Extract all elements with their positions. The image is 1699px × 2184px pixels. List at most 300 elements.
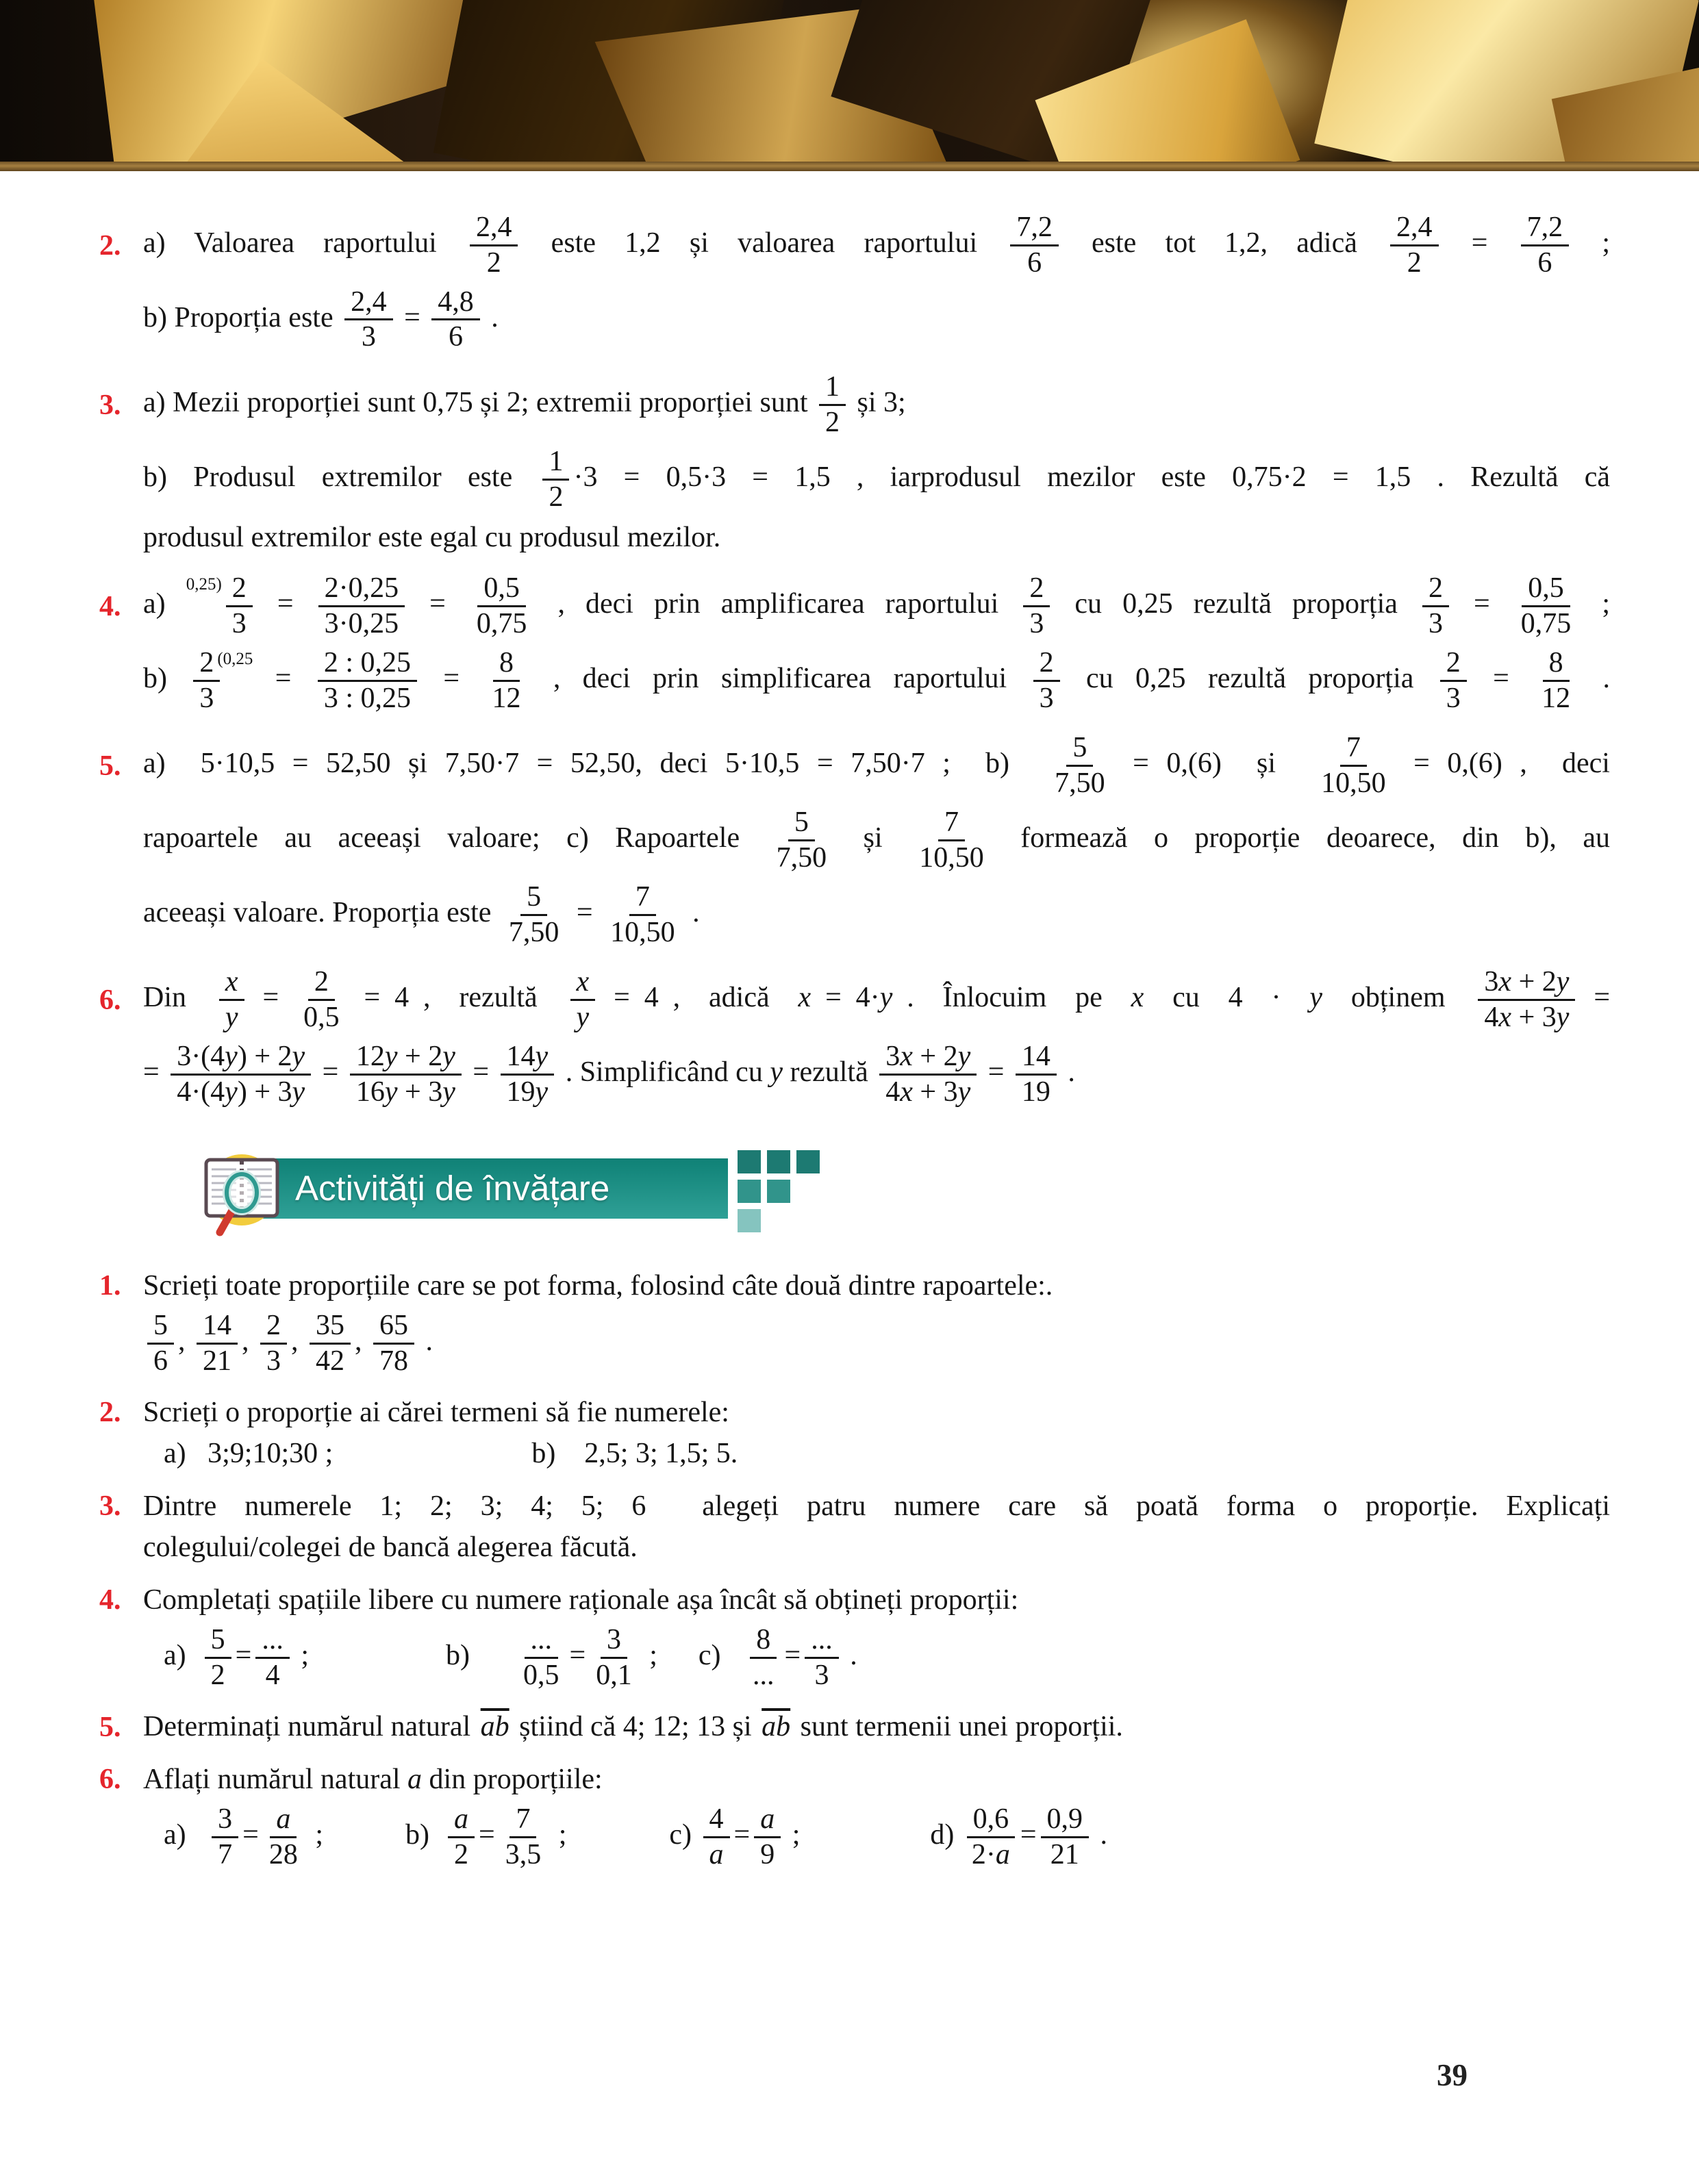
banner-title: Activități de învățare xyxy=(295,1169,610,1208)
numerator: 0,9 xyxy=(1041,1804,1090,1838)
text-run: = xyxy=(1579,982,1611,1014)
numerator: 3 xyxy=(212,1804,238,1838)
fraction xyxy=(212,1804,238,1870)
numerator: 5 xyxy=(520,882,547,916)
fraction xyxy=(754,1804,781,1870)
learning-activities-banner xyxy=(202,1147,1610,1238)
text-run: a) xyxy=(164,1819,208,1851)
numerator: 8 xyxy=(750,1625,777,1659)
fraction xyxy=(1390,212,1439,279)
fraction xyxy=(1010,212,1059,279)
numerator: 2 xyxy=(1422,573,1449,607)
fraction xyxy=(805,1625,839,1691)
gap xyxy=(800,1843,930,1844)
denominator: 7,50 xyxy=(1055,767,1105,800)
fraction xyxy=(310,1310,351,1377)
text-run: b) Proporția este xyxy=(143,301,341,333)
numerator: 2 xyxy=(226,573,253,607)
denominator: 3 : 0,25 xyxy=(323,682,412,714)
numerator: 5 xyxy=(788,807,815,841)
denominator: 3 xyxy=(1039,682,1054,714)
exercise-item-number: 3. xyxy=(99,1490,121,1523)
fraction xyxy=(373,1310,414,1377)
fraction xyxy=(147,1310,174,1377)
fraction xyxy=(263,1804,304,1870)
denominator: 10,50 xyxy=(1321,767,1386,800)
text-run: = xyxy=(315,1056,346,1089)
variable: y xyxy=(879,982,893,1014)
text-run: cu 0,25 rezultă proporția xyxy=(1064,662,1436,694)
fraction xyxy=(590,1625,638,1691)
fraction xyxy=(604,882,681,948)
fraction xyxy=(1535,648,1576,714)
solution-item-number: 2. xyxy=(99,229,121,262)
fraction xyxy=(1048,733,1111,799)
text-run: Determinați numărul natural xyxy=(143,1711,478,1743)
text-run: b) xyxy=(446,1640,513,1672)
exercise-item xyxy=(99,1488,1610,1566)
text-run: . xyxy=(483,301,499,333)
fraction xyxy=(470,212,518,279)
text-run: = xyxy=(253,662,314,694)
text-run: = 4· xyxy=(811,982,880,1014)
overline-variable: $\overline{ab}$ xyxy=(762,1711,791,1743)
numerator: ... xyxy=(805,1625,839,1659)
text-run: cu 4 · xyxy=(1144,982,1310,1014)
fraction xyxy=(1440,648,1467,714)
square-icon xyxy=(738,1209,761,1232)
denominator: a xyxy=(709,1838,724,1870)
math-line xyxy=(143,965,1610,1034)
numerator: 2 xyxy=(260,1310,287,1345)
fraction xyxy=(171,1041,311,1108)
text-run: = 4 , rezultă xyxy=(349,982,566,1014)
denominator: 6 xyxy=(1027,246,1042,279)
denominator: 3·0,25 xyxy=(324,607,399,639)
text-run: ; xyxy=(785,1819,801,1851)
fraction xyxy=(1033,648,1060,714)
text-run: rapoartele au aceeași valoare; c) Rapoartele xyxy=(143,822,766,854)
denominator: 3 xyxy=(199,682,214,714)
fraction xyxy=(226,573,253,639)
solution-item xyxy=(99,211,1610,354)
fraction xyxy=(746,1625,781,1691)
text-run: = xyxy=(733,1819,751,1851)
denominator: 3,5 xyxy=(505,1838,542,1870)
fraction xyxy=(499,1804,548,1870)
solution-item-number: 5. xyxy=(99,750,121,782)
numerator: 5 xyxy=(205,1625,231,1659)
text-run: este 1,2 și valoarea raportului xyxy=(522,227,1007,259)
numerator: ... xyxy=(525,1625,559,1659)
text-run: Scrieți toate proporțiile care se pot forma, folosind câte două dintre rapoartele:. xyxy=(143,1269,1053,1301)
numerator: 65 xyxy=(373,1310,414,1345)
superscript: 0,25) xyxy=(186,575,222,594)
text-run: = xyxy=(981,1056,1011,1089)
math-line xyxy=(143,1436,1610,1472)
fraction xyxy=(1016,1041,1057,1108)
numerator: 2,4 xyxy=(470,212,518,246)
text-run: a) Valoarea raportului xyxy=(143,227,466,259)
text-run: = xyxy=(569,1640,586,1672)
text-run: . Simplificând cu xyxy=(558,1056,770,1089)
text-run: b) xyxy=(143,662,190,694)
page-content xyxy=(0,171,1699,1872)
fraction xyxy=(770,807,833,874)
fraction xyxy=(819,372,846,438)
math-line xyxy=(143,731,1610,800)
text-run: sunt termenii unei proporții. xyxy=(793,1711,1123,1743)
fraction xyxy=(1521,212,1570,279)
math-line xyxy=(143,806,1610,875)
solution-item-number: 4. xyxy=(99,590,121,622)
text-run: a) xyxy=(164,1640,201,1672)
denominator: 0,5 xyxy=(523,1660,559,1692)
exercise-item xyxy=(99,1395,1610,1472)
text-run: ; xyxy=(307,1819,323,1851)
text-run: Aflați numărul natural xyxy=(143,1763,408,1795)
exercise-item-number: 4. xyxy=(99,1584,121,1616)
text-run: , xyxy=(355,1325,369,1358)
fraction xyxy=(297,967,346,1033)
exercise-item xyxy=(99,1709,1610,1745)
text-run: ·3 = 0,5·3 = 1,5 , iarprodusul mezilor este 0,75·2 = 1,5 . Rezultă că xyxy=(573,461,1611,493)
variable: x xyxy=(798,982,811,1014)
math-line xyxy=(143,370,1610,440)
text-run: = xyxy=(409,588,466,620)
text-run: . xyxy=(1093,1819,1108,1851)
denominator: 10,50 xyxy=(919,841,984,874)
numerator: 5 xyxy=(1066,733,1093,767)
math-line xyxy=(143,520,1610,556)
text-run: a) 5·10,5 = 52,50 și 7,50·7 = 52,50, deci 5·10,5 = 7,50·7 ; b) xyxy=(143,748,1045,780)
gap xyxy=(566,1843,669,1844)
text-run: formează o proporție deoarece, din b), au xyxy=(994,822,1610,854)
numerator: 14y xyxy=(501,1041,555,1076)
text-run: Scrieți o proporție ai cărei termeni să fie numerele: xyxy=(143,1396,729,1428)
fraction xyxy=(219,967,244,1033)
denominator: 3 xyxy=(814,1660,829,1692)
math-line xyxy=(143,1803,1610,1872)
fraction xyxy=(1515,573,1578,639)
numerator: 7 xyxy=(1340,733,1367,767)
denominator: ... xyxy=(753,1660,775,1692)
exercise-item-number: 6. xyxy=(99,1764,121,1796)
square-icon xyxy=(767,1180,790,1203)
solution-item xyxy=(99,572,1610,715)
numerator: 3x + 2y xyxy=(879,1041,977,1076)
text-run: = xyxy=(248,982,294,1014)
denominator: 3 xyxy=(266,1345,281,1377)
text-run: = xyxy=(1020,1819,1037,1851)
fraction xyxy=(193,648,220,714)
numerator: 2 xyxy=(1033,648,1060,682)
exercise-item-number: 5. xyxy=(99,1711,121,1743)
denominator: 28 xyxy=(268,1838,298,1870)
text-run: = xyxy=(479,1819,495,1851)
fraction xyxy=(350,1041,462,1108)
math-line xyxy=(143,285,1610,355)
numerator: 7 xyxy=(629,882,656,916)
fraction xyxy=(344,287,393,353)
denominator: 21 xyxy=(203,1345,231,1377)
gap xyxy=(323,1843,405,1844)
numerator: x xyxy=(570,967,596,1001)
text-run: . xyxy=(685,896,700,928)
text-run: ; xyxy=(293,1640,309,1672)
denominator: 0,75 xyxy=(1520,607,1572,639)
fraction xyxy=(503,882,566,948)
numerator: 2·0,25 xyxy=(318,573,405,607)
text-run: aceeași valoare. Proporția este xyxy=(143,896,499,928)
fraction xyxy=(1315,733,1392,799)
square-icon xyxy=(796,1150,820,1173)
text-run: este tot 1,2, adică xyxy=(1062,227,1387,259)
text-run: . xyxy=(418,1325,433,1358)
denominator: 19y xyxy=(506,1076,549,1108)
header-image xyxy=(0,0,1699,171)
numerator: 7,2 xyxy=(1521,212,1570,246)
text-run: b) 2,5; 3; 1,5; 5. xyxy=(531,1438,738,1470)
numerator: 1 xyxy=(819,372,846,406)
math-line xyxy=(143,1268,1610,1304)
denominator: 0,5 xyxy=(303,1002,340,1034)
numerator: a xyxy=(754,1804,781,1838)
page-number: 39 xyxy=(1437,2058,1468,2092)
text-run: . xyxy=(842,1640,857,1672)
teal-squares-motif-icon xyxy=(738,1150,833,1236)
denominator: 4 xyxy=(265,1660,280,1692)
text-run: = xyxy=(465,1056,496,1089)
denominator: 0,75 xyxy=(476,607,527,639)
math-line xyxy=(143,646,1610,715)
notebook-magnifier-icon xyxy=(202,1145,286,1236)
text-run: a) 3;9;10;30 ; xyxy=(164,1438,333,1470)
denominator: 2 xyxy=(210,1660,225,1692)
denominator: 2·a xyxy=(971,1838,1010,1870)
text-run: = xyxy=(397,301,428,333)
variable: a xyxy=(407,1763,423,1795)
fraction xyxy=(448,1804,475,1870)
math-line xyxy=(143,1582,1610,1618)
numerator: 0,5 xyxy=(1522,573,1570,607)
denominator: 3 xyxy=(1029,607,1044,639)
text-run: Din xyxy=(143,982,215,1014)
fraction xyxy=(1023,573,1050,639)
denominator: 3 xyxy=(1428,607,1443,639)
fraction xyxy=(517,1625,566,1691)
numerator: 8 xyxy=(1543,648,1570,682)
math-line xyxy=(143,1395,1610,1431)
denominator: 7,50 xyxy=(508,916,559,948)
text-run: rezultă xyxy=(782,1056,876,1089)
text-run: = xyxy=(421,662,482,694)
fraction xyxy=(1041,1804,1090,1870)
math-line xyxy=(143,1762,1610,1798)
math-line xyxy=(143,1623,1610,1692)
numerator: 2,4 xyxy=(344,287,393,321)
denominator: 4x + 3y xyxy=(1484,1002,1570,1034)
text-run: obținem xyxy=(1322,982,1474,1014)
text-run: = xyxy=(1452,588,1511,620)
overline-variable: $\overline{ab}$ xyxy=(480,1711,509,1743)
text-run: = xyxy=(235,1640,252,1672)
text-run: = xyxy=(256,588,314,620)
denominator: 4x + 3y xyxy=(885,1076,971,1108)
fraction xyxy=(570,967,596,1033)
superscript: (0,25 xyxy=(217,649,253,668)
text-run: . xyxy=(1581,662,1611,694)
square-icon xyxy=(738,1150,761,1173)
text-run: = xyxy=(143,1056,167,1089)
math-line xyxy=(143,1529,1610,1566)
numerator: 0,5 xyxy=(477,573,526,607)
numerator: 4 xyxy=(703,1804,730,1838)
math-line xyxy=(143,1488,1610,1525)
numerator: 5 xyxy=(147,1310,174,1345)
denominator: 2 xyxy=(549,481,564,513)
fraction xyxy=(470,573,533,639)
denominator: 12 xyxy=(1541,682,1571,714)
numerator: 2 xyxy=(1440,648,1467,682)
denominator: 10,50 xyxy=(610,916,675,948)
denominator: 21 xyxy=(1050,1838,1079,1870)
numerator: 3·(4y) + 2y xyxy=(171,1041,311,1076)
math-line xyxy=(143,1309,1610,1378)
fraction xyxy=(260,1310,287,1377)
square-icon xyxy=(738,1180,761,1203)
denominator: y xyxy=(225,1002,238,1034)
numerator: 1 xyxy=(542,446,569,481)
denominator: 3 xyxy=(361,321,376,353)
fraction xyxy=(318,648,417,714)
numerator: a xyxy=(270,1804,297,1838)
text-run: , xyxy=(291,1325,305,1358)
solutions-list xyxy=(99,211,1610,1109)
numerator: 2 xyxy=(1023,573,1050,607)
denominator: 3 xyxy=(1446,682,1461,714)
banner-bar xyxy=(255,1158,728,1219)
denominator: 6 xyxy=(153,1345,168,1377)
variable: y xyxy=(1309,982,1323,1014)
math-line xyxy=(143,445,1610,514)
denominator: 4·(4y) + 3y xyxy=(177,1076,305,1108)
numerator: 3x + 2y xyxy=(1478,967,1575,1001)
exercise-item xyxy=(99,1582,1610,1692)
numerator: 2 : 0,25 xyxy=(318,648,417,682)
denominator: 6 xyxy=(449,321,464,353)
denominator: 9 xyxy=(760,1838,775,1870)
denominator: 12 xyxy=(492,682,521,714)
exercises-list xyxy=(99,1268,1610,1872)
denominator: 2 xyxy=(486,246,501,279)
math-line xyxy=(143,1709,1610,1745)
numerator: a xyxy=(448,1804,475,1838)
text-run: știind că 4; 12; 13 și xyxy=(512,1711,759,1743)
text-run: , deci prin amplificarea raportului xyxy=(537,588,1020,620)
fraction xyxy=(431,287,480,353)
text-run: c) xyxy=(669,1819,699,1851)
text-run: = 0,(6) , deci xyxy=(1396,748,1610,780)
text-run: = 0,(6) și xyxy=(1115,748,1311,780)
numerator: ... xyxy=(255,1625,290,1659)
text-run: . xyxy=(1060,1056,1075,1089)
fraction xyxy=(1478,967,1575,1033)
text-run: Completați spațiile libere cu numere raționale așa încât să obțineți proporții: xyxy=(143,1584,1019,1616)
solution-item xyxy=(99,731,1610,949)
numerator: 7,2 xyxy=(1010,212,1059,246)
numerator: 35 xyxy=(310,1310,351,1345)
denominator: 2 xyxy=(825,407,840,439)
fraction xyxy=(542,446,569,513)
text-run: b) Produsul extremilor este xyxy=(143,461,539,493)
denominator: 19 xyxy=(1021,1076,1050,1108)
text-run: ; xyxy=(1573,227,1611,259)
text-run: produsul extremilor este egal cu produsul mezilor. xyxy=(143,521,721,553)
denominator: 2 xyxy=(1407,246,1422,279)
solution-item-number: 6. xyxy=(99,984,121,1016)
numerator: 14 xyxy=(1016,1041,1057,1076)
fraction xyxy=(318,573,405,639)
text-run: , xyxy=(242,1325,256,1358)
text-run: . Înlocuim pe xyxy=(892,982,1131,1014)
text-run: d) xyxy=(930,1819,961,1851)
numerator: 12y + 2y xyxy=(350,1041,462,1076)
numerator: 0,6 xyxy=(967,1804,1016,1838)
header-divider xyxy=(0,162,1699,171)
exercise-item-number: 2. xyxy=(99,1397,121,1429)
denominator: 7 xyxy=(218,1838,233,1870)
text-run: = xyxy=(1442,227,1517,259)
text-run: ; xyxy=(551,1819,567,1851)
variable: x xyxy=(1131,982,1144,1014)
numerator: 14 xyxy=(197,1310,238,1345)
fraction xyxy=(501,1041,555,1108)
text-run: c) xyxy=(698,1640,742,1672)
numerator: 2 xyxy=(308,967,335,1001)
denominator: 16y + 3y xyxy=(355,1076,455,1108)
text-run: Dintre numerele 1; 2; 3; 4; 5; 6 alegeți patru numere care să poată forma o proporție. Explicați xyxy=(143,1490,1610,1522)
text-run: colegului/colegei de bancă alegerea făcută. xyxy=(143,1532,638,1564)
denominator: 6 xyxy=(1537,246,1552,279)
denominator: 42 xyxy=(316,1345,344,1377)
denominator: 2 xyxy=(454,1838,468,1870)
text-run: = xyxy=(1470,662,1532,694)
text-run: = 4 , adică xyxy=(599,982,798,1014)
fraction xyxy=(197,1310,238,1377)
fraction xyxy=(486,648,527,714)
solution-item-number: 3. xyxy=(99,389,121,421)
text-run: din proporțiile: xyxy=(422,1763,603,1795)
denominator: y xyxy=(576,1002,590,1034)
square-icon xyxy=(767,1150,790,1173)
solution-item xyxy=(99,370,1610,555)
text-run: , deci prin simplificarea raportului xyxy=(531,662,1029,694)
fraction xyxy=(913,807,990,874)
numerator: x xyxy=(219,967,244,1001)
fraction xyxy=(205,1625,231,1691)
fraction xyxy=(966,1804,1016,1870)
exercise-item xyxy=(99,1762,1610,1872)
numerator: 2,4 xyxy=(1390,212,1439,246)
numerator: 4,8 xyxy=(431,287,480,321)
denominator: 0,1 xyxy=(596,1660,632,1692)
denominator: 78 xyxy=(379,1345,408,1377)
fraction xyxy=(1422,573,1449,639)
text-run: și xyxy=(837,822,909,854)
text-run: a) Mezii proporției sunt 0,75 și 2; extremii proporției sunt xyxy=(143,387,815,419)
math-line xyxy=(143,572,1610,641)
